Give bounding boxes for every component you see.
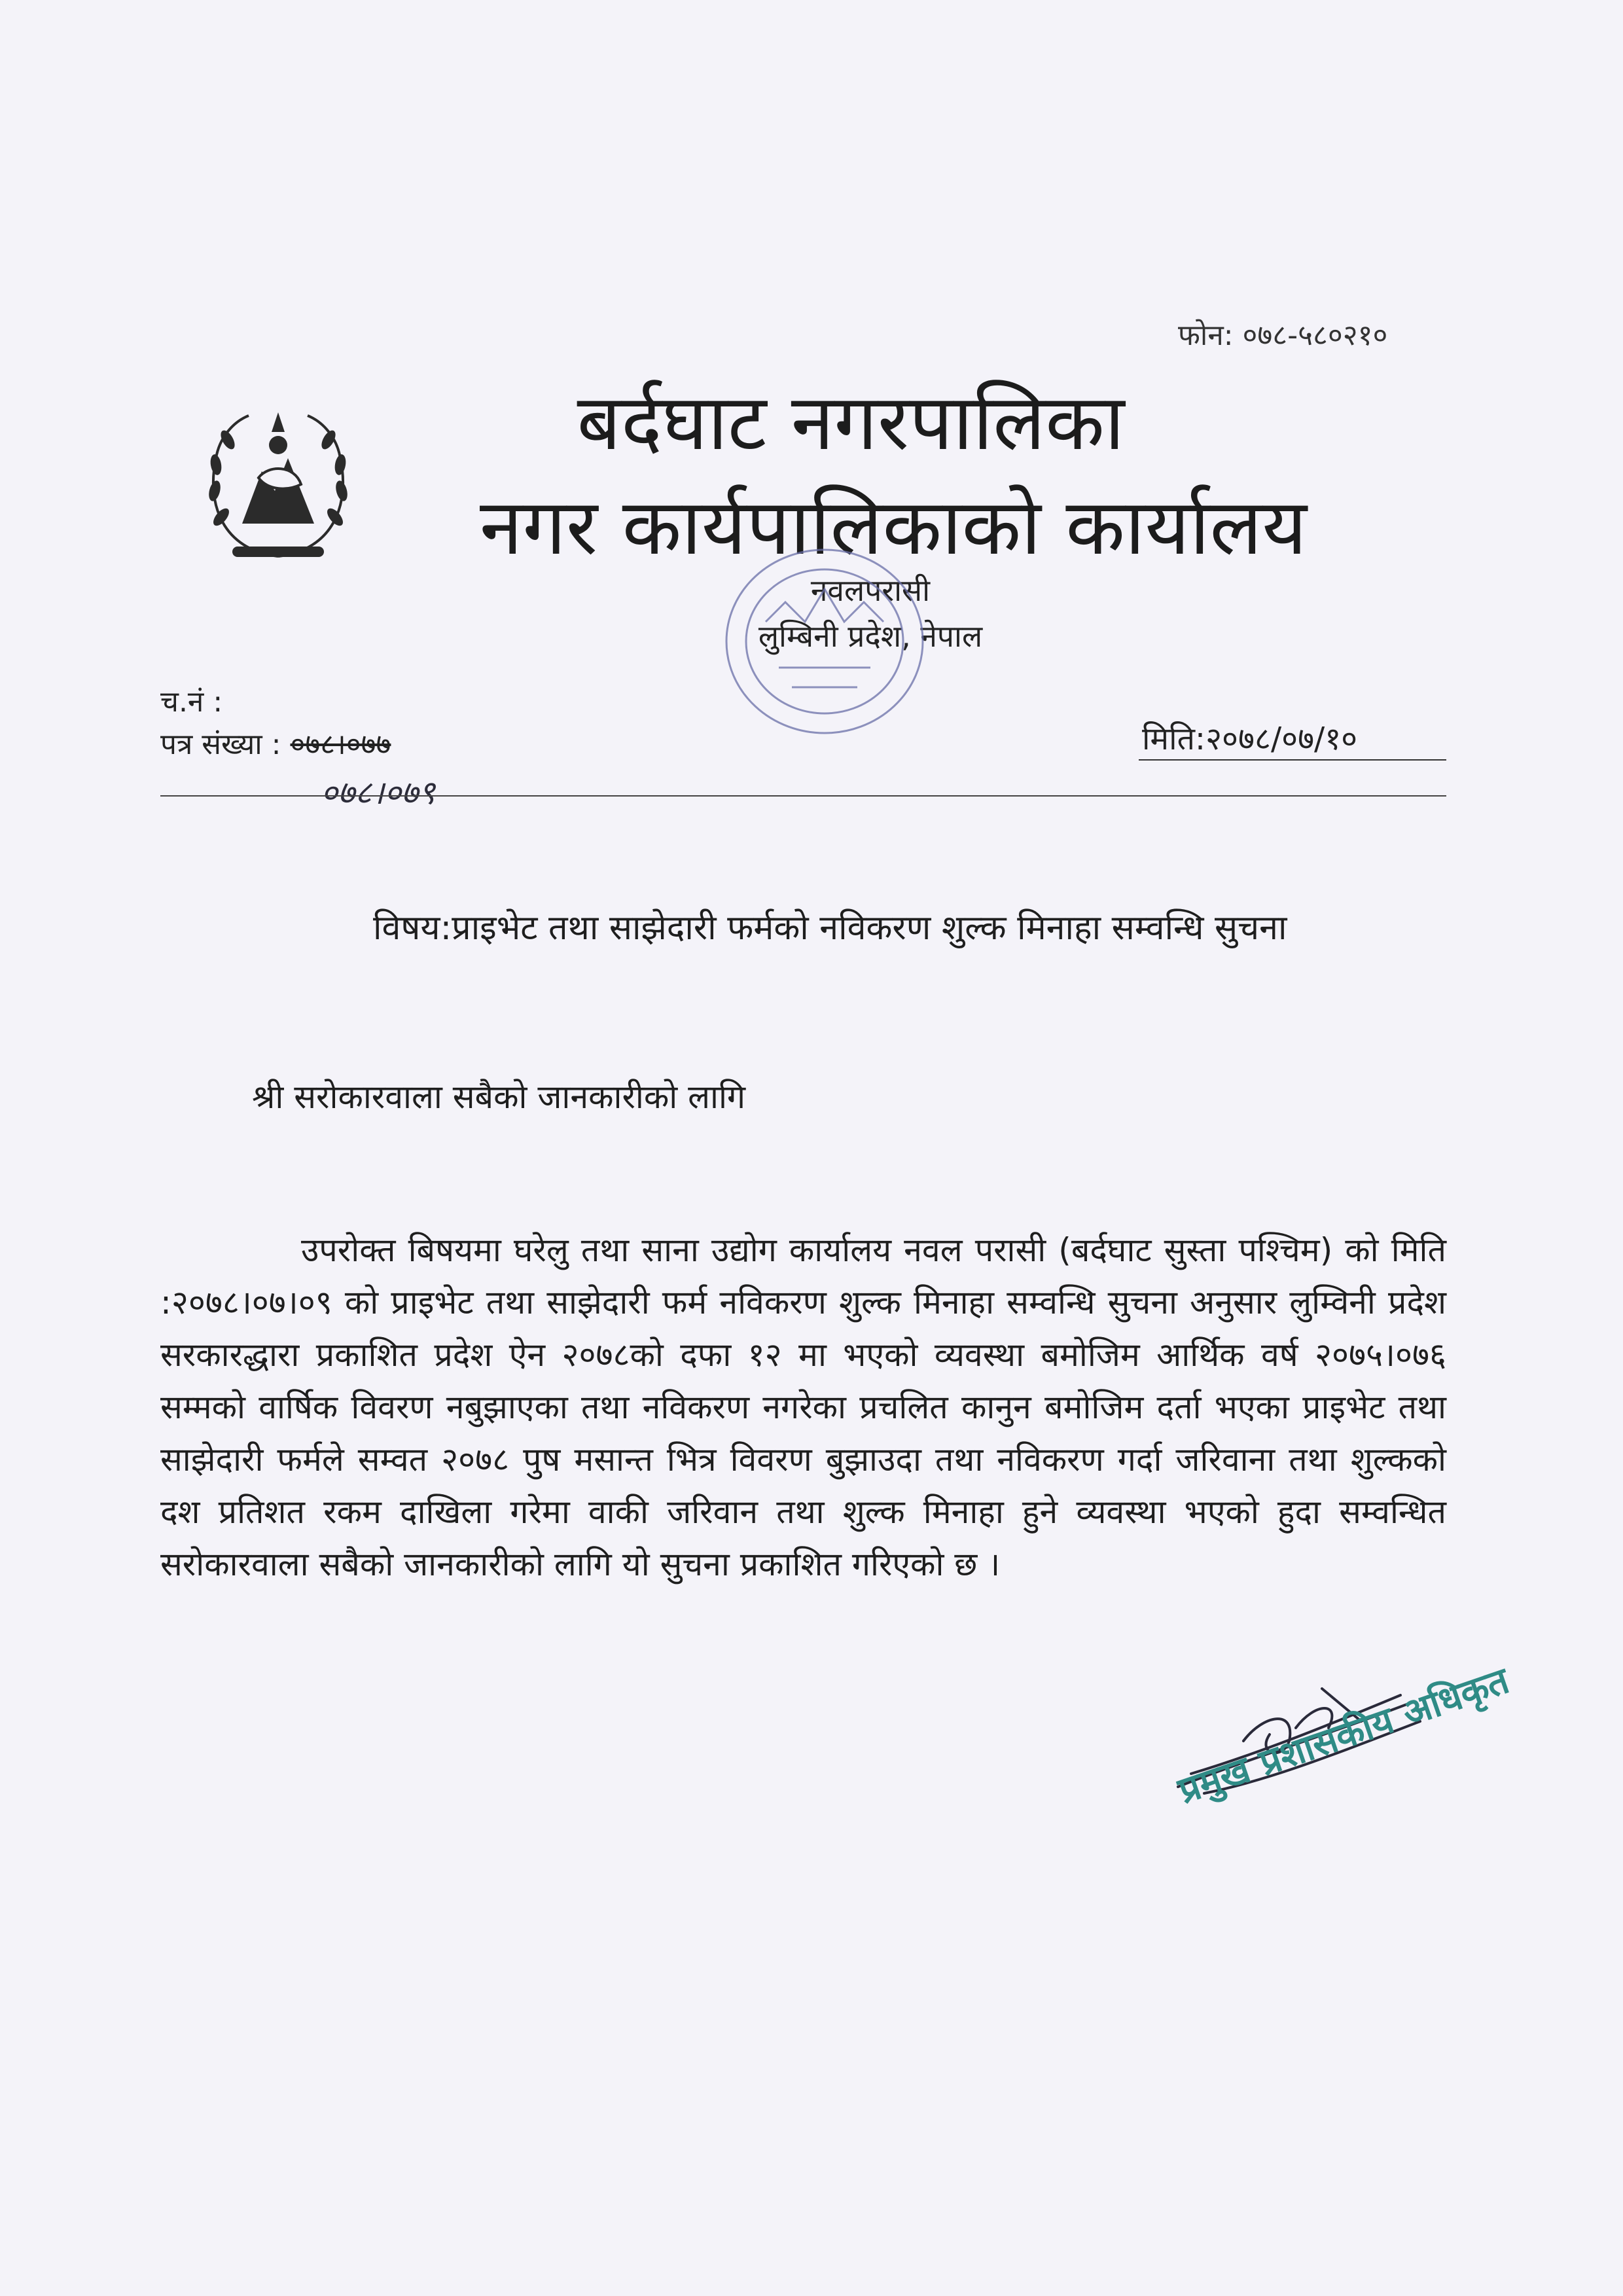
letter-subject: विषय:प्राइभेट तथा साझेदारी फर्मको नविकरण शुल्क मिनाहा सम्वन्धि सुचना: [373, 908, 1287, 948]
office-round-stamp: [694, 524, 955, 759]
date-underline: [1139, 759, 1446, 761]
chalani-number-label: च.नं :: [160, 685, 223, 719]
letter-salutation: श्री सरोकारवाला सबैको जानकारीको लागि: [252, 1078, 746, 1116]
patra-sankhya: [160, 723, 391, 762]
letter-date: मिति:२०७८/०७/१०: [1142, 721, 1358, 757]
patra-label: पत्र संख्या :: [160, 728, 281, 761]
patra-old-number: ०७८।०७७: [290, 728, 391, 761]
municipality-name: बर्दघाट नगरपालिका: [577, 377, 1125, 467]
province-name: लुम्बिनी प्रदेश, नेपाल: [758, 619, 983, 654]
district-name: नवलपरासी: [810, 573, 931, 608]
signatory-designation: प्रमुख प्रशासकीय अधिकृत: [1173, 1659, 1515, 1813]
phone-number: फोन: ०७८-५८०२१०: [1178, 319, 1388, 352]
header-divider: [160, 795, 1446, 797]
office-name: नगर कार्यपालिकाको कार्यालय: [480, 482, 1307, 572]
patra-handwritten-number: ०७८।०७९: [321, 774, 435, 812]
letter-body: उपरोक्त बिषयमा घरेलु तथा साना उद्योग कार्यालय नवल परासी (बर्दघाट सुस्ता पश्चिम) को मिति :२०७८।०७।०९ को प्राइभेट तथा साझेदारी फर्म नविकरण शुल्क मिनाहा सम्वन्धि सुचना अनुसार लुम्विनी प्रदेश सरकारद्धारा प्रकाशित प्रदेश ऐन २०७८को दफा १२ मा भएको व्यवस्था बमोजिम आर्थिक वर्ष २०७५।०७६ सम्मको वार्षिक विवरण नबुझाएका तथा नविकरण नगरेका प्रचलित कानुन बमोजिम दर्ता भएका प्राइभेट तथा साझेदारी फर्मले सम्वत २०७८ पुष मसान्त भित्र विवरण बुझाउदा तथा नविकरण गर्दा जरिवाना तथा शुल्कको दश प्रतिशत रकम दाखिला गरेमा वाकी जरिवान तथा शुल्क मिनाहा हुने व्यवस्था भएको हुदा सम्वन्धित सरोकारवाला सबैको जानकारीको लागि यो सुचना प्रकाशित गरिएको छ ।: [160, 1231, 1446, 1583]
